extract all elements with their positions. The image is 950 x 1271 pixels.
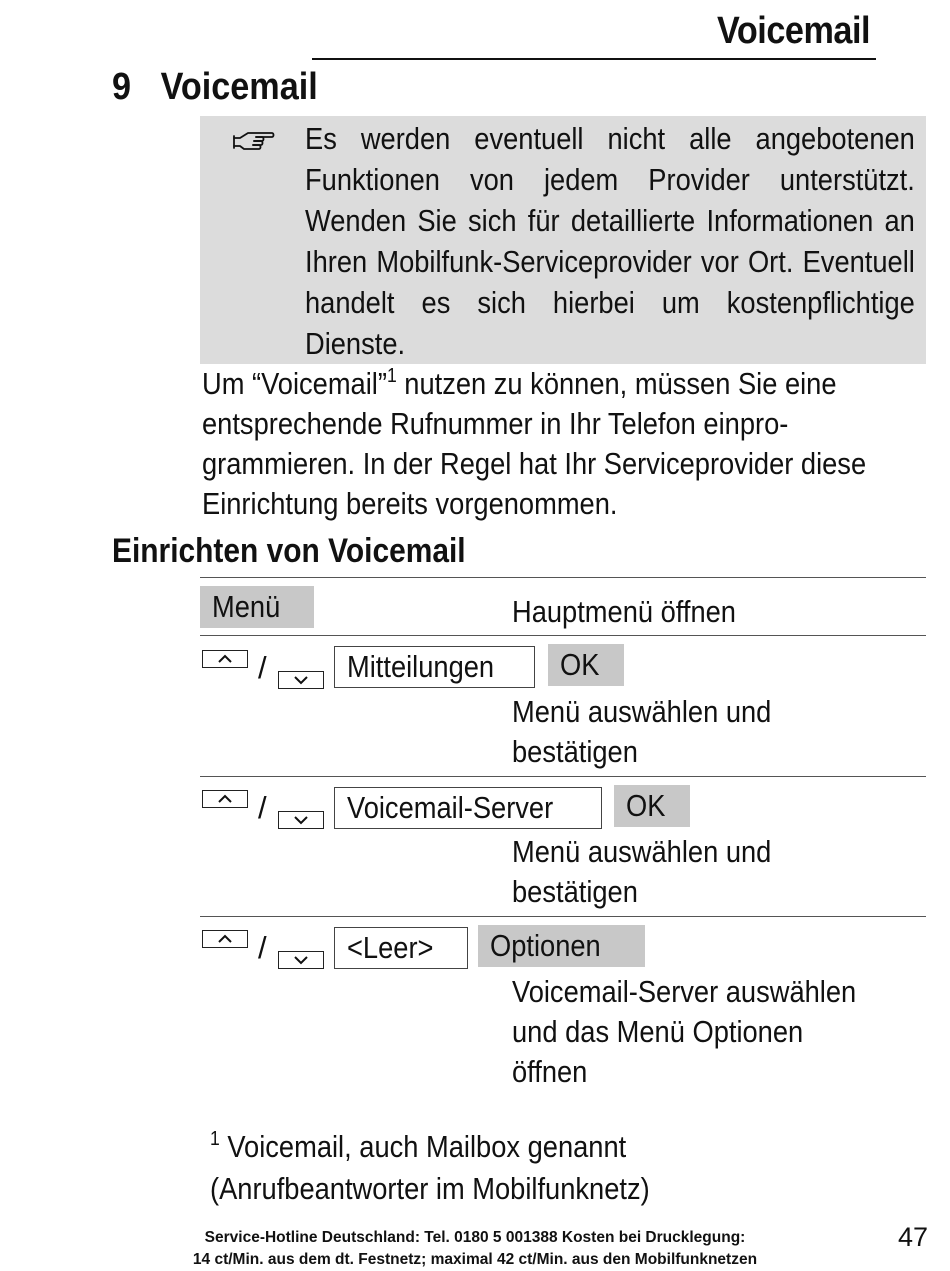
footnote: [210, 1126, 650, 1210]
intro-paragraph: [202, 364, 924, 524]
slash-separator: /: [258, 650, 267, 685]
header-rule: [312, 58, 876, 60]
nav-up-key-icon[interactable]: [202, 650, 248, 668]
step-2-description-line-1: Menü auswählen und: [512, 694, 772, 729]
chapter-heading: [112, 66, 318, 109]
pointing-hand-icon: [230, 126, 276, 160]
intro-text-after: nutzen zu können, müssen Sie eine entsprechende Rufnummer in Ihr Telefon einprogrammieren. In der Regel hat Ihr Serviceprovider diese Einrichtung bereits vorgenommen.: [202, 366, 867, 521]
step-divider: [200, 776, 926, 777]
footnote-line-2: (Anrufbeantworter im Mobilfunknetz): [210, 1171, 650, 1206]
nav-down-key-icon[interactable]: [278, 811, 324, 829]
footnote-line-1: Voicemail, auch Mailbox genannt: [219, 1129, 627, 1164]
step-4-description-line-3: öffnen: [512, 1054, 588, 1089]
chapter-number: 9: [112, 66, 132, 108]
slash-separator: /: [258, 790, 267, 825]
step-divider: [200, 577, 926, 578]
step-3-description-line-1: Menü auswählen und: [512, 834, 772, 869]
nav-up-key-icon[interactable]: [202, 930, 248, 948]
section-title: Einrichten von Voicemail: [112, 532, 466, 570]
step-divider: [200, 635, 926, 636]
step-2-description-line-2: bestätigen: [512, 734, 638, 769]
page-footer: [150, 1227, 800, 1271]
footnote-mark: 1: [210, 1128, 220, 1150]
intro-footnote-mark: 1: [386, 365, 397, 387]
footer-line-1: Service-Hotline Deutschland: Tel. 0180 5 001388 Kosten bei Drucklegung:: [204, 1229, 746, 1246]
step-1-description: Hauptmenü öffnen: [512, 594, 736, 629]
step-4-description-line-2: und das Menü Optionen: [512, 1014, 804, 1049]
chapter-title: Voicemail: [160, 66, 318, 108]
nav-down-key-icon[interactable]: [278, 951, 324, 969]
step-4-description-line-1: Voicemail-Server auswählen: [512, 974, 857, 1009]
footer-line-2: 14 ct/Min. aus dem dt. Festnetz; maximal 42 ct/Min. aus den Mobilfunknetzen: [192, 1251, 758, 1268]
nav-up-key-icon[interactable]: [202, 790, 248, 808]
running-header-title: Voicemail: [716, 10, 870, 52]
menu-item-voicemail-server[interactable]: Voicemail-Server: [334, 787, 602, 829]
slash-separator: /: [258, 930, 267, 965]
softkey-ok[interactable]: OK: [548, 644, 624, 686]
step-divider: [200, 916, 926, 917]
menu-item-leer[interactable]: <Leer>: [334, 927, 468, 969]
step-3-description-line-2: bestätigen: [512, 874, 638, 909]
note-text: Es werden eventuell nicht alle angebotenen Funktionen von jedem Provider unterstützt. Wenden Sie sich für detaillierte Informationen an Ihren Mobilfunk-Serviceprovider vor Ort. Eventuell handelt es sich hierbei um kostenpflichtige Dienste.: [305, 121, 915, 361]
softkey-optionen[interactable]: Optionen: [478, 925, 645, 967]
softkey-menu[interactable]: Menü: [200, 586, 314, 628]
softkey-ok[interactable]: OK: [614, 785, 690, 827]
page-number: 47: [897, 1222, 928, 1252]
menu-item-mitteilungen[interactable]: Mitteilungen: [334, 646, 535, 688]
intro-text-before: Um “Voicemail”: [202, 366, 387, 401]
nav-down-key-icon[interactable]: [278, 671, 324, 689]
